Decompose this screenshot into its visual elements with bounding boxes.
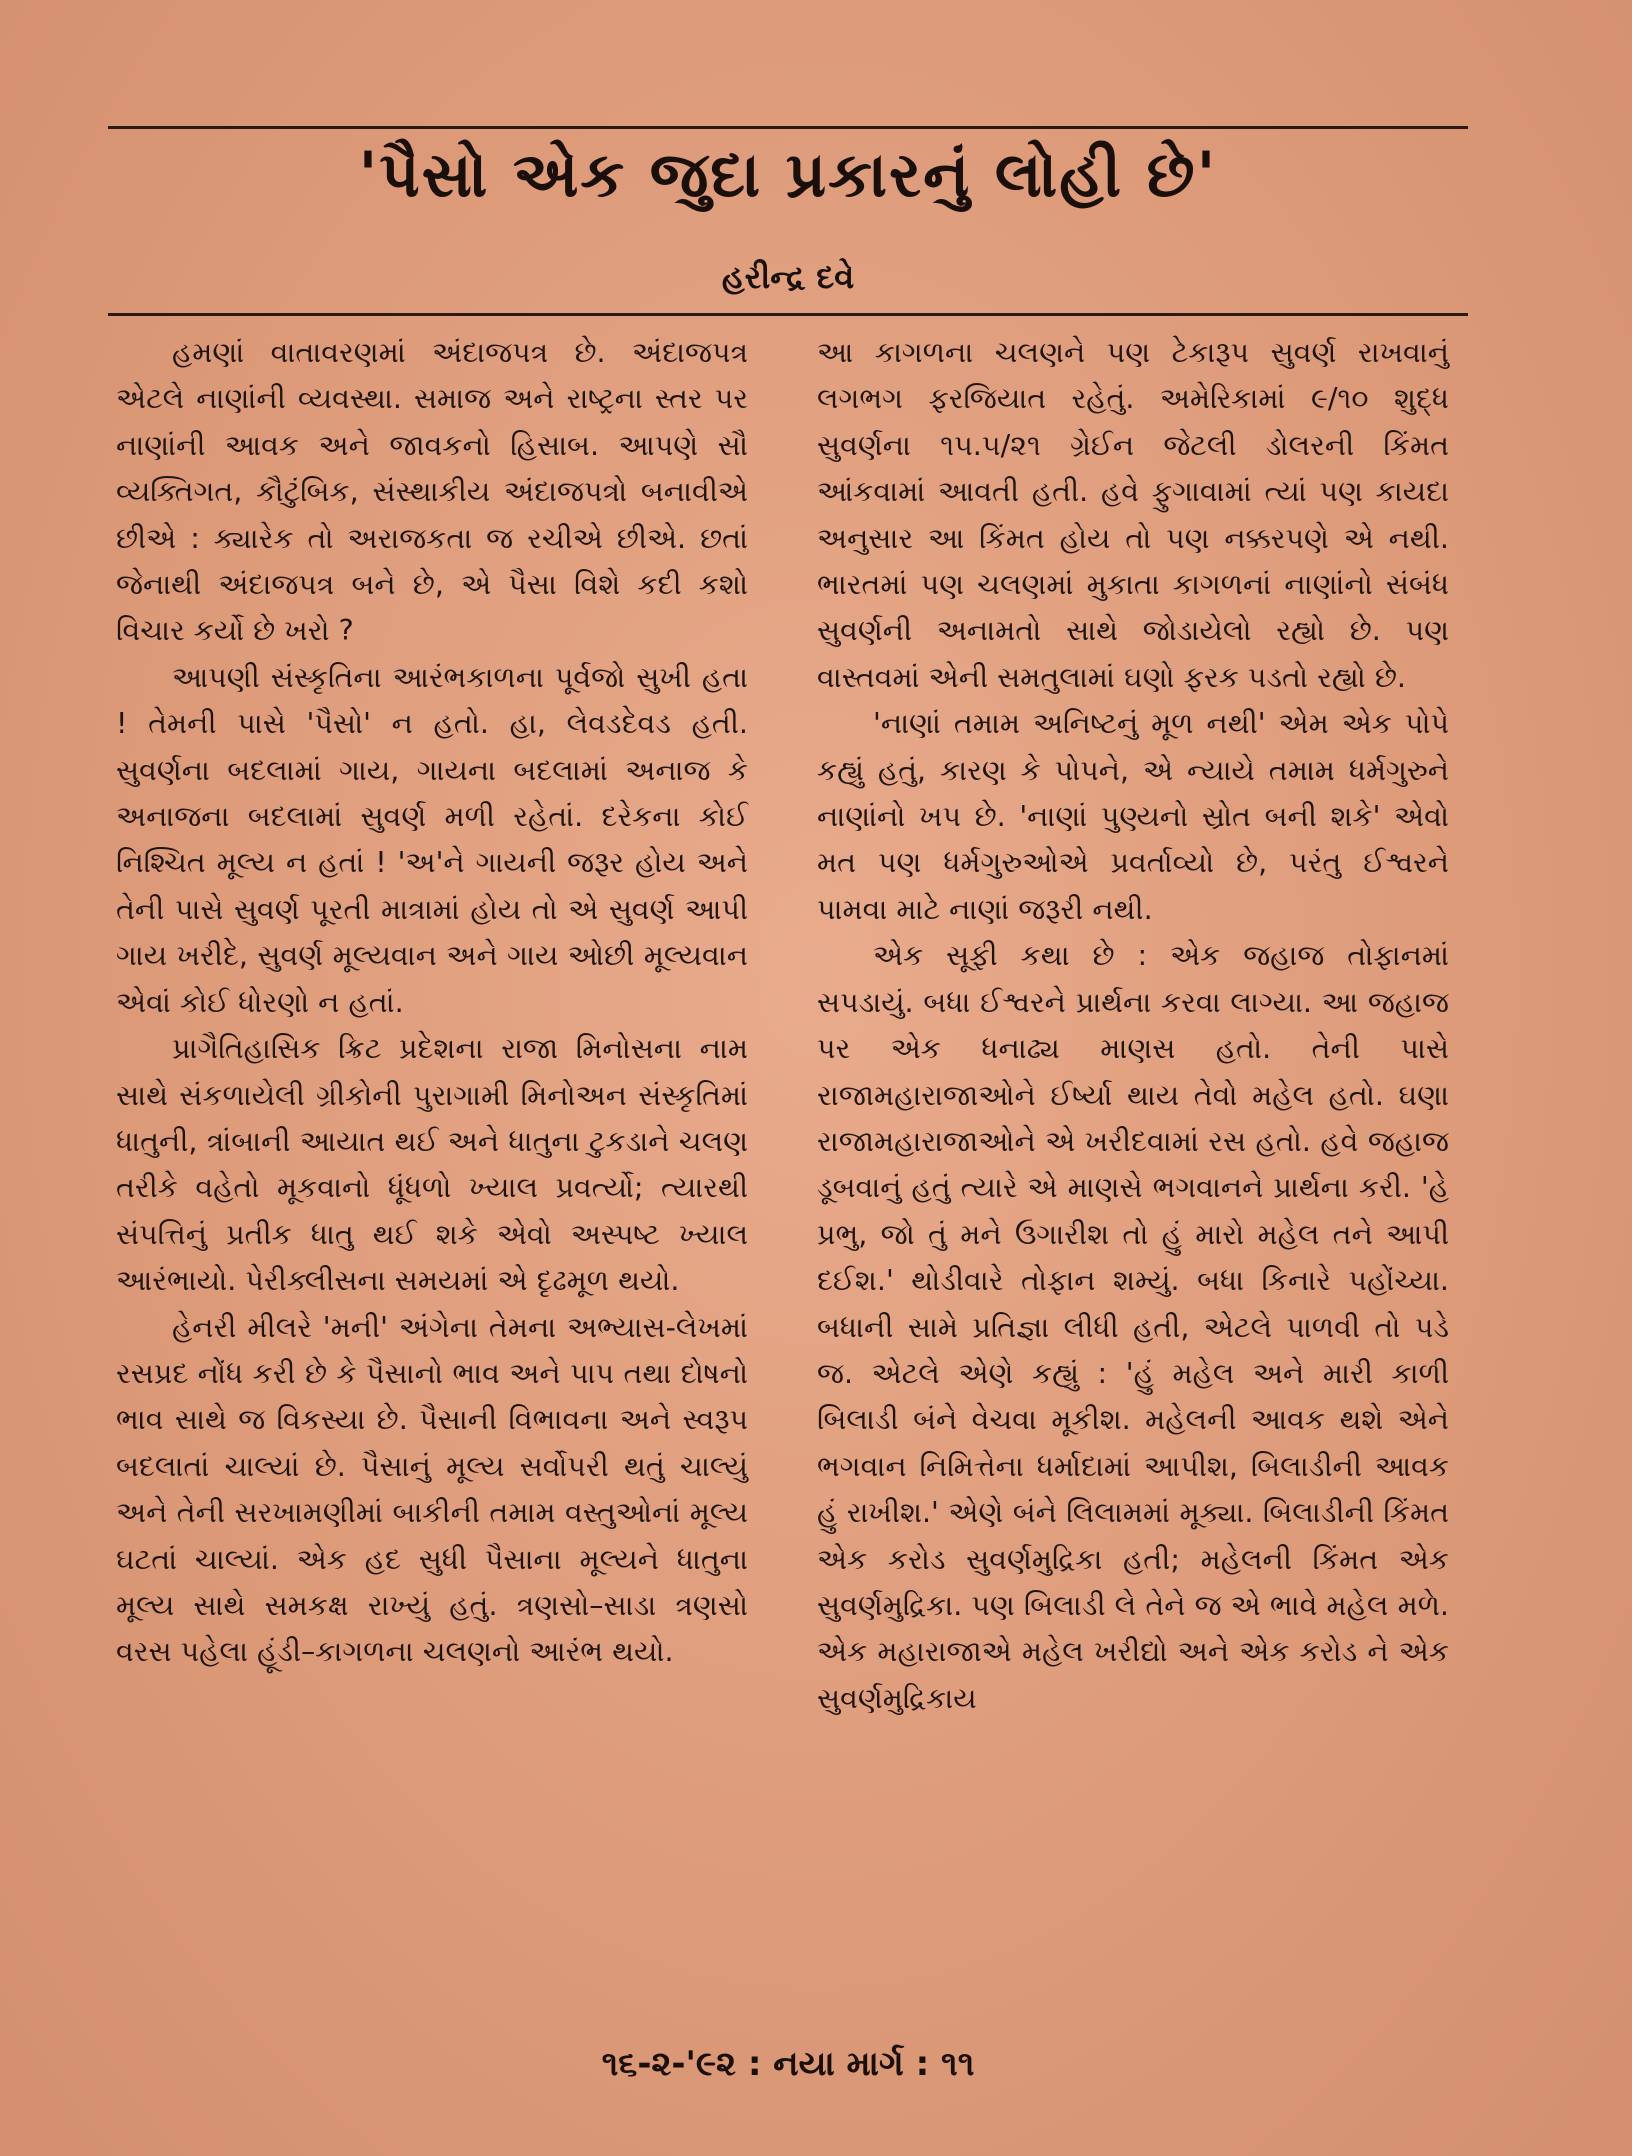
page-footer: ૧૬-૨-'૯૨ : નયા માર્ગ : ૧૧ [601,2044,975,2084]
header-rule [108,313,1468,316]
top-rule [108,126,1468,129]
right-column [817,330,1449,1722]
left-column [116,330,748,1676]
article-title: 'પૈસો એક જુદા પ્રકારનું લોહી છે' [358,138,1218,211]
paragraph: હેનરી મીલરે 'મની' અંગેના તેમના અભ્યાસ-લેખમાં રસપ્રદ નોંધ કરી છે કે પૈસાનો ભાવ અને પાપ તથા દોષનો ભાવ સાથે જ વિકસ્યા છે. પૈસાની વિભાવના અને સ્વરૂપ બદલાતાં ચાલ્યાં છે. પૈસાનું મૂલ્ય સર્વોપરી થતું ચાલ્યું અને તેની સરખામણીમાં બાકીની તમામ વસ્તુઓનાં મૂલ્ય ઘટતાં ચાલ્યાં. એક હદ સુધી પૈસાના મૂલ્યને ધાતુના મૂલ્ય સાથે સમકક્ષ રાખ્યું હતું. ત્રણસો–સાડા ત્રણસો વરસ પહેલા હૂંડી–કાગળના ચલણનો આરંભ થયો. [116,1310,748,1669]
paragraph: હમણાં વાતાવરણમાં અંદાજપત્ર છે. અંદાજપત્ર એટલે નાણાંની વ્યવસ્થા. સમાજ અને રાષ્ટ્રના સ્તર પર નાણાંની આવક અને જાવકનો હિસાબ. આપણે સૌ વ્યક્તિગત, કૌટુંબિક, સંસ્થાકીય અંદાજપત્રો બનાવીએ છીએ : ક્યારેક તો અરાજકતા જ રચીએ છીએ. છતાં જેનાથી અંદાજપત્ર બને છે, એ પૈસા વિશે કદી કશો વિચાર કર્યો છે ખરો ? [116,336,748,648]
paragraph: આ કાગળના ચલણને પણ ટેકારૂપ સુવર્ણ રાખવાનું લગભગ ફરજિયાત રહેતું. અમેરિકામાં ૯/૧૦ શુદ્ધ સુવર્ણના ૧૫.૫/૨૧ ગ્રેઈન જેટલી ડોલરની કિંમત આંકવામાં આવતી હતી. હવે ફુગાવામાં ત્યાં પણ કાયદા અનુસાર આ કિંમત હોય તો પણ નક્કરપણે એ નથી. ભારતમાં પણ ચલણમાં મુકાતા કાગળનાં નાણાંનો સંબંધ સુવર્ણની અનામતો સાથે જોડાયેલો રહ્યો છે. પણ વાસ્તવમાં એની સમતુલામાં ઘણો ફરક પડતો રહ્યો છે. [817,336,1449,694]
article-author: હરીન્દ્ર દવે [721,258,855,296]
paragraph: 'નાણાં તમામ અનિષ્ટનું મૂળ નથી' એમ એક પોપે કહ્યું હતું, કારણ કે પોપને, એ ન્યાયે તમામ ધર્મગુરુને નાણાંનો ખપ છે. 'નાણાં પુણ્યનો સ્રોત બની શકે' એવો મત પણ ધર્મગુરુઓએ પ્રવર્તાવ્યો છે, પરંતુ ઈશ્વરને પામવા માટે નાણાં જરૂરી નથી. [817,707,1449,926]
paragraph: પ્રાગૈતિહાસિક ક્રિટ પ્રદેશના રાજા મિનોસના નામ સાથે સંકળાયેલી ગ્રીકોની પુરાગામી મિનોઅન સંસ્કૃતિમાં ધાતુની, ત્રાંબાની આયાત થઈ અને ધાતુના ટુકડાને ચલણ તરીકે વહેતો મૂકવાનો ધૂંધળો ખ્યાલ પ્રવર્ત્યો; ત્યારથી સંપત્તિનું પ્રતીક ધાતુ થઈ શકે એવો અસ્પષ્ટ ખ્યાલ આરંભાયો. પેરીક્લીસના સમયમાં એ દૃઢમૂળ થયો. [116,1032,748,1298]
paragraph: આપણી સંસ્કૃતિના આરંભકાળના પૂર્વજો સુખી હતા ! તેમની પાસે 'પૈસો' ન હતો. હા, લેવડદેવડ હતી. સુવર્ણના બદલામાં ગાય, ગાયના બદલામાં અનાજ કે અનાજના બદલામાં સુવર્ણ મળી રહેતાં. દરેકના કોઈ નિશ્ચિત મૂલ્ય ન હતાં ! 'અ'ને ગાયની જરૂર હોય અને તેની પાસે સુવર્ણ પૂરતી માત્રામાં હોય તો એ સુવર્ણ આપી ગાય ખરીદે, સુવર્ણ મૂલ્યવાન અને ગાય ઓછી મૂલ્યવાન એવાં કોઈ ધોરણો ન હતાં. [116,660,748,1019]
paragraph: એક સૂફી કથા છે : એક જહાજ તોફાનમાં સપડાયું. બધા ઈશ્વરને પ્રાર્થના કરવા લાગ્યા. આ જહાજ પર એક ધનાઢ્ય માણસ હતો. તેની પાસે રાજામહારાજાઓને ઈર્ષ્યા થાય તેવો મહેલ હતો. ઘણા રાજામહારાજાઓને એ ખરીદવામાં રસ હતો. હવે જહાજ ડૂબવાનું હતું ત્યારે એ માણસે ભગવાનને પ્રાર્થના કરી. 'હે પ્રભુ, જો તું મને ઉગારીશ તો હું મારો મહેલ તને આપી દઈશ.' થોડીવારે તોફાન શમ્યું. બધા કિનારે પહોંચ્યા. બધાની સામે પ્રતિજ્ઞા લીધી હતી, એટલે પાળવી તો પડે જ. એટલે એણે કહ્યું : 'હું મહેલ અને મારી કાળી બિલાડી બંને વેચવા મૂકીશ. મહેલની આવક થશે એને ભગવાન નિમિત્તેના ધર્માદામાં આપીશ, બિલાડીની આવક હું રાખીશ.' એણે બંને લિલામમાં મૂક્યા. બિલાડીની કિંમત એક કરોડ સુવર્ણમુદ્રિકા હતી; મહેલની કિંમત એક સુવર્ણમુદ્રિકા. પણ બિલાડી લે તેને જ એ ભાવે મહેલ મળે. એક મહારાજાએ મહેલ ખરીદ્યો અને એક કરોડ ને એક સુવર્ણમુદ્રિકાય [817,939,1449,1715]
